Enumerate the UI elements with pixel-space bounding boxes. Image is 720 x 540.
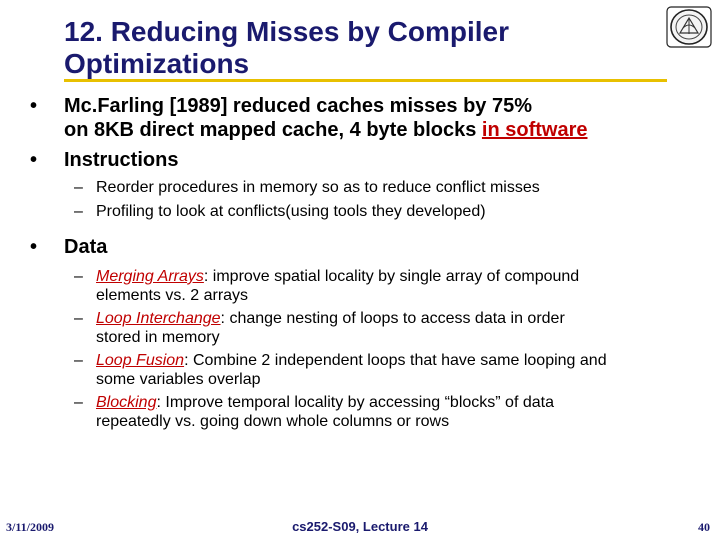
slide-body — [30, 94, 715, 431]
sub-dash: – — [74, 268, 83, 285]
in-software-highlight: in software — [481, 119, 588, 141]
title-line-1: 12. Reducing Misses by Compiler — [64, 16, 510, 47]
bullet-mcfarling — [30, 94, 715, 142]
sub-item-text: : Improve temporal locality by accessing “blocks” of data — [156, 394, 554, 411]
footer-page-number: 40 — [698, 520, 710, 534]
sub-item-text: Profiling to look at conflicts(using tools they developed) — [96, 203, 486, 220]
term-blocking: Blocking — [96, 394, 157, 411]
bullet-instructions-label: Instructions — [64, 149, 179, 171]
sub-dash: – — [74, 203, 83, 220]
bullet-dot: • — [30, 236, 38, 258]
bullet-dot: • — [30, 95, 38, 117]
bullet-dot: • — [30, 149, 38, 171]
sub-item-text-cont: stored in memory — [96, 329, 220, 346]
footer-course: cs252-S09, Lecture 14 — [292, 519, 428, 534]
sub-item-text: Reorder procedures in memory so as to reduce conflict misses — [96, 179, 540, 196]
term-loop-interchange: Loop Interchange — [96, 310, 221, 327]
sub-item-text: : Combine 2 independent loops that have same looping and — [184, 352, 607, 369]
title-underline — [64, 79, 667, 82]
sub-item-text-cont: some variables overlap — [96, 371, 261, 388]
sub-dash: – — [74, 352, 83, 369]
title-line-2: Optimizations — [64, 48, 250, 79]
sub-item-text-cont: elements vs. 2 arrays — [96, 287, 249, 304]
footer-date: 3/11/2009 — [6, 520, 55, 534]
slide-title — [64, 16, 624, 80]
sub-item-reorder — [30, 178, 715, 197]
bullet-mcfarling-line2: on 8KB direct mapped cache, 4 byte blocks — [64, 119, 482, 141]
sub-dash: – — [74, 310, 83, 327]
sub-item-blocking — [30, 393, 715, 431]
sub-dash: – — [74, 394, 83, 411]
university-seal-icon — [666, 6, 712, 48]
sub-item-profiling — [30, 202, 715, 221]
bullet-mcfarling-line1: Mc.Farling [1989] reduced caches misses by 75% — [64, 95, 532, 117]
sub-item-loop-fusion — [30, 351, 715, 389]
sub-item-merging-arrays — [30, 267, 715, 305]
sub-dash: – — [74, 179, 83, 196]
term-merging-arrays: Merging Arrays — [96, 268, 204, 285]
bullet-data — [30, 235, 715, 259]
bullet-instructions — [30, 148, 715, 172]
sub-item-loop-interchange — [30, 309, 715, 347]
sub-item-text: : improve spatial locality by single array of compound — [203, 268, 580, 285]
bullet-data-label: Data — [64, 236, 108, 258]
term-loop-fusion: Loop Fusion — [96, 352, 185, 369]
sub-item-text: : change nesting of loops to access data in order — [220, 310, 565, 327]
instructions-sublist — [30, 178, 715, 221]
data-sublist — [30, 267, 715, 431]
sub-item-text-cont: repeatedly vs. going down whole columns or rows — [96, 413, 450, 430]
